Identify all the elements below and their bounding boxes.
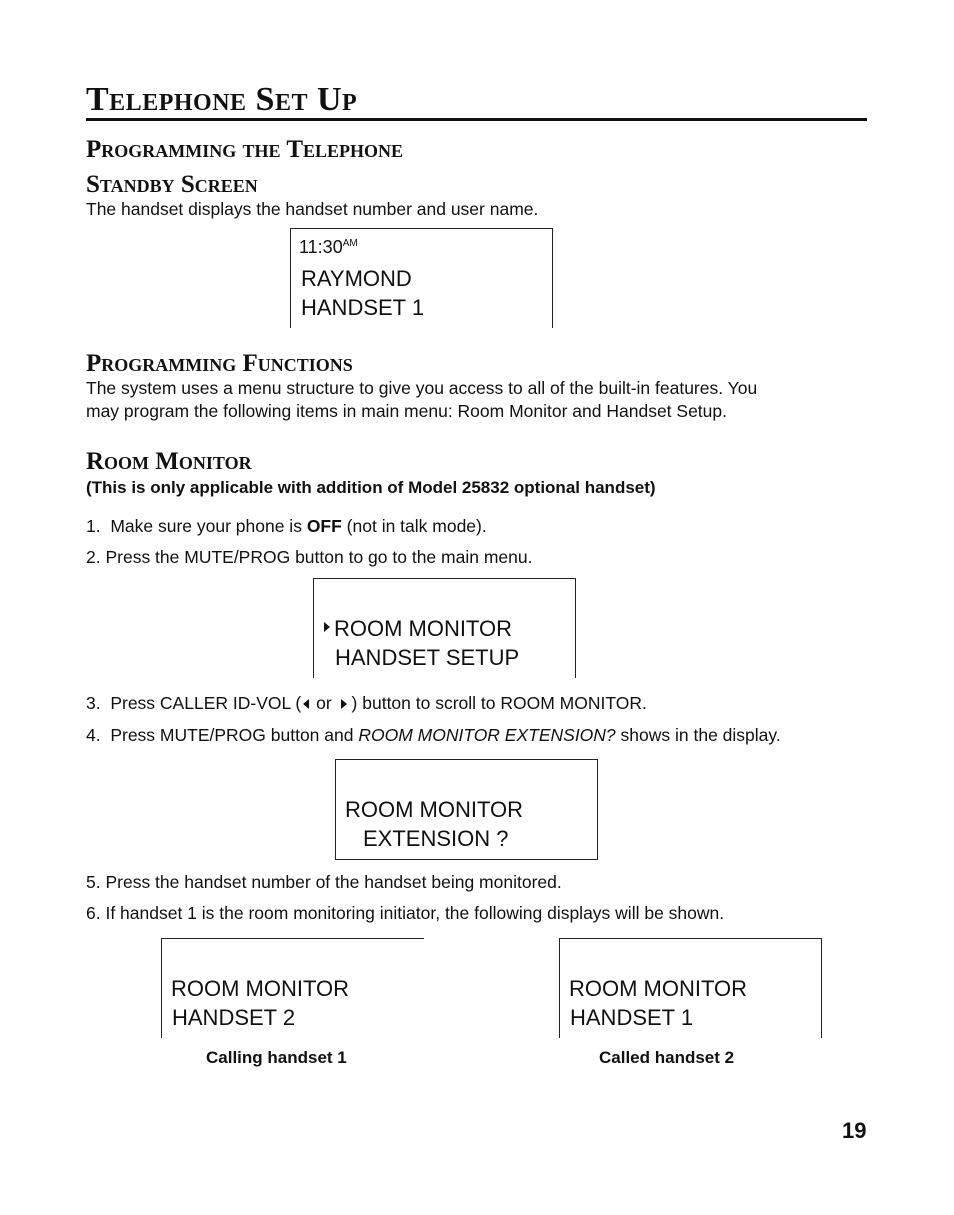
step-1 [86,515,487,538]
calling-display [161,938,424,1038]
step-3-or: or [311,693,337,713]
extension-line2: EXTENSION ? [363,826,509,851]
step-3 [86,692,647,715]
called-line1: ROOM MONITOR [569,976,748,1001]
step-4-text: 4. Press MUTE/PROG button and [86,725,359,745]
page-number: 19 [842,1118,867,1143]
step-4-text-end: shows in the display. [615,725,781,745]
step-4-italic: ROOM MONITOR EXTENSION? [358,725,616,745]
standby-line2: HANDSET 1 [301,295,425,320]
menu-display [313,578,576,678]
calling-line1: ROOM MONITOR [171,976,350,1001]
step-1-text: 1. Make sure your phone is [86,516,307,536]
step-1-text-end: (not in talk mode). [341,516,487,536]
step-4 [86,724,781,747]
programming-functions-heading: Programming Functions [86,350,353,377]
standby-line1: RAYMOND [301,266,412,291]
calling-line2: HANDSET 2 [172,1005,296,1030]
room-monitor-heading: Room Monitor [86,448,252,475]
menu-line2: HANDSET SETUP [335,645,520,670]
calling-caption: Calling handset 1 [206,1048,347,1067]
menu-line1: ROOM MONITOR [334,616,513,641]
page-title: Telephone Set Up [86,81,358,118]
right-arrow-icon [341,699,347,709]
called-line2: HANDSET 1 [570,1005,694,1030]
standby-screen-heading: Standby Screen [86,171,258,198]
step-3-text: 3. Press CALLER ID-VOL ( [86,693,302,713]
programming-telephone-heading: Programming the Telephone [86,136,404,163]
step-2: 2. Press the MUTE/PROG button to go to the main menu. [86,547,533,567]
standby-ampm: AM [342,238,358,249]
room-monitor-note: (This is only applicable with addition of Model 25832 optional handset) [86,478,656,497]
menu-cursor-icon [324,622,330,632]
standby-time: 11:30 [299,237,343,257]
extension-line1: ROOM MONITOR [345,797,524,822]
called-caption: Called handset 2 [599,1048,735,1067]
extension-display [335,759,598,860]
step-3-text-end: ) button to scroll to ROOM MONITOR. [351,693,647,713]
step-6: 6. If handset 1 is the room monitoring initiator, the following displays will be shown. [86,903,725,923]
functions-text-2: may program the following items in main menu: Room Monitor and Handset Setup. [86,401,727,421]
functions-text-1: The system uses a menu structure to give you access to all of the built-in features. You [86,378,758,398]
step-1-off: OFF [306,516,342,536]
title-rule [86,118,867,121]
step-5: 5. Press the handset number of the handset being monitored. [86,872,562,892]
standby-text: The handset displays the handset number and user name. [86,199,539,219]
called-display [559,938,822,1038]
left-arrow-icon [303,699,309,709]
standby-display [290,228,553,328]
